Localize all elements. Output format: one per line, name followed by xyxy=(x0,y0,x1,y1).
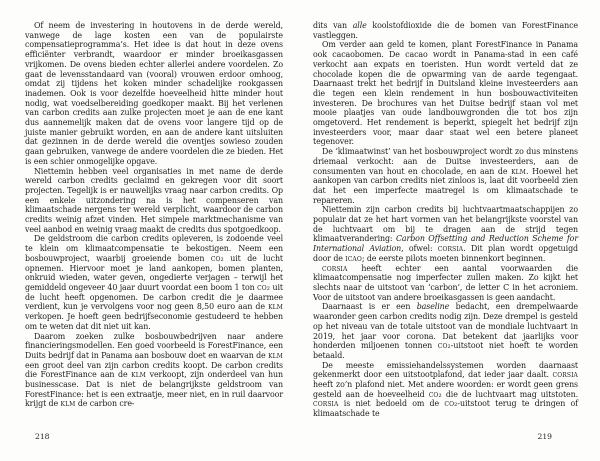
paragraph xyxy=(313,361,578,419)
smallcaps-text-segment: co₂ xyxy=(210,253,224,263)
text-segment: koolstofdioxide die de bomen van ForestFinance vastleggen. xyxy=(313,21,578,40)
text-segment: Niettemin zijn carbon credits bij luchtvaartmaatschappijen zo populair dat ze het hart vormen van het belangrijkste voorstel van de luchtvaart om bij te dragen aan de strijd tegen klimaatverandering: xyxy=(313,205,578,244)
smallcaps-text-segment: corsia xyxy=(313,399,339,409)
text-segment: de carbon cre- xyxy=(75,399,135,409)
smallcaps-text-segment: icao xyxy=(345,253,362,263)
text-segment: uit de lucht heeft opgenomen. De carbon credit die je daarmee verdient, kun je vervolgens voor nog geen 8,50 euro aan de xyxy=(25,282,284,312)
italic-text-segment: baseline xyxy=(416,302,450,312)
paragraph xyxy=(25,332,283,410)
smallcaps-text-segment: klm xyxy=(131,370,147,380)
paragraph xyxy=(25,21,283,167)
smallcaps-text-segment: co₂ xyxy=(428,389,442,399)
text-segment: , ofwel: xyxy=(401,244,438,254)
text-segment: ; de eerste pilots moeten binnenkort beginnen. xyxy=(361,253,546,263)
smallcaps-text-segment: corsia xyxy=(552,370,578,380)
page-number-left: 218 xyxy=(35,432,50,441)
smallcaps-text-segment: corsia xyxy=(437,244,464,254)
page-right-text-column xyxy=(313,21,578,419)
italic-text-segment: alle xyxy=(352,21,367,30)
text-segment: die de luchtvaart mag uitstoten. xyxy=(441,389,578,399)
text-segment: een groot deel van zijn carbon credits koopt. De carbon credits die ForestFinance aan de xyxy=(25,360,283,380)
smallcaps-text-segment: klm xyxy=(268,350,283,360)
smallcaps-text-segment: co₂ xyxy=(437,341,451,351)
text-segment: . Dit plan wordt opgetuigd door de xyxy=(313,244,578,263)
smallcaps-text-segment: co₂ xyxy=(257,282,271,292)
page-right xyxy=(300,0,600,461)
text-segment: heeft zo’n plafond niet. Met andere woorden: er wordt geen grens gesteld aan de hoeveelheid xyxy=(313,380,578,399)
smallcaps-text-segment: klm xyxy=(268,302,283,312)
text-segment: is niet bedoeld om de xyxy=(338,399,445,409)
paragraph xyxy=(313,205,578,263)
text-segment: De meeste emissiehandelssystemen worden daarnaast gekenmerkt door een uitstootplafond, dat ieder jaar daalt. xyxy=(313,360,578,380)
text-segment: Niettemin hebben veel organisaties in met name de derde wereld carbon credits geclaimd en gekregen voor dit soort projecten. Tegelijk is er nauwelijks vraag naar carbon credits. Op een enkele uitzondering na is het compenseren van klimaatschade nergens ter wereld verplicht, waardoor de carbon credits weinig afzet vinden. Het simpele marktmechanisme van veel aanbod en weinig vraag maakt de credits dus spotgoedkoop. xyxy=(25,166,283,234)
smallcaps-text-segment: klm xyxy=(60,399,76,409)
text-segment: . Hoewel het aankopen van carbon credits niet zinloos is, laat dit voorbeeld zien dat het een imperfecte maatregel is om klimaatschade te repareren. xyxy=(313,166,579,205)
text-segment: verkopen. Je hoeft geen bedrijfseconomie gestudeerd te hebben om te weten dat dit niet uit kan. xyxy=(25,312,283,331)
text-segment: De geldstroom die carbon credits opleveren, is zodoende veel te klein om klimaatcompensatie te bekostigen. Neem een bosbouwproject, waarbij groeiende bomen xyxy=(25,234,283,263)
text-segment: heeft echter een aantal voorwaarden die klimaatcompensatie nog imperfecter zullen maken. Zo kijkt het slechts naar de uitstoot van ‘carbon’, de letter C in het acroniem. Voor de uitstoot van andere broeikasgassen is geen aandacht. xyxy=(313,263,578,302)
text-segment: uit de lucht opnemen. Hiervoor moet je land aankopen, bomen planten, onkruid wieden, water geven, ongedierte verjagen – terwijl het gemiddeld ongeveer 40 jaar duurt voordat een boom 1 ton xyxy=(25,253,283,292)
text-segment: Daarnaast is er een xyxy=(322,302,417,312)
paragraph xyxy=(313,40,578,147)
text-segment: bedacht, een drempelwaarde waaronder geen carbon credits nodig zijn. Deze drempel is gesteld op het niveau van de totale uitstoot van de mondiale luchtvaart in 2019, het jaar voor corona. Dat betekent dat jaarlijks voor honderden miljoenen tonnen xyxy=(313,302,579,351)
text-segment: Daarom zoeken zulke bosbouwbedrijven naar andere financieringsmodellen. Een goed voorbeeld is ForestFinance, een Duits bedrijf dat in Panama aan bosbouw doet en waarvan de xyxy=(25,331,283,360)
paragraph xyxy=(313,302,578,360)
text-segment: De ‘klimaatwinst’ van het bosbouwproject wordt zo dus minstens driemaal verkocht: aan de Duitse investeerders, aan de consumenten van hout en chocolade, en aan de xyxy=(313,147,578,176)
smallcaps-text-segment: co₂ xyxy=(444,399,458,409)
smallcaps-text-segment: corsia xyxy=(322,263,348,273)
paragraph xyxy=(313,147,578,205)
text-segment: Om verder aan geld te komen, plant ForestFinance in Panama ook cacaobomen. De cacao wordt in Panama-stad in een café verkocht aan expats en toeristen. Hun wordt verteld dat ze chocolade kopen die de opwarming van de aarde tegengaat. Daarnaast trekt het bedrijf in Duitsland kleine investeerders aan die tegen een klein rendement in hun bosbouwactiviteiten investeren. De brochures van het Duitse bedrijf staan vol met mooie plaatjes van oude landbouwgronden die tot bos zijn omgetoverd. Het rendement is beperkt, spiegelt het bedrijf zijn investeerders voor, maar daar staat wel een betere planeet tegenover. xyxy=(313,40,578,147)
text-segment: Of neem de investering in houtovens in de derde wereld, vanwege de lage kosten een van de populairste compensatieprogramma’s. Het idee is dat hout in deze ovens efficiënter verbrandt, waardoor er minder broeikasgassen vrijkomen. De ovens bieden echter allerlei andere voordelen. Zo gaat de levensstandaard van (vooral) vrouwen erdoor omhoog, omdat zij tijdens het koken minder schadelijke rookgassen inademen. Ook is voor dezelfde hoeveelheid hitte minder hout nodig, wat voedselbereiding goedkoper maakt. Bij het verlenen van carbon credits aan zulke projecten moet je aan de ene kant dus aannemelijk maken dat de ovens voor langere tijd op de juiste manier gebruikt worden, en aan de andere kant uitsluiten dat gezinnen in de derde wereld die oventjes sowieso zouden gaan gebruiken, vanwege de andere voordelen die ze bieden. Het is een schier onmogelijke opgave. xyxy=(25,21,283,166)
paragraph xyxy=(25,234,283,331)
text-segment: -uitstoot terug te dringen of klimaatschade te xyxy=(313,399,578,419)
italic-text-segment: Carbon Offsetting and Reduction Scheme for International Aviation xyxy=(313,234,578,254)
paragraph xyxy=(313,21,578,40)
page-number-right: 219 xyxy=(537,432,552,441)
paragraph xyxy=(25,167,283,235)
paragraph xyxy=(313,264,578,303)
text-segment: verkoopt, zijn onderdeel van hun businesscase. Dat is niet de belangrijkste geldstroom van ForestFinance: het is een extraatje, meer niet, en in ruil daarvoor krijgt de xyxy=(25,370,283,409)
text-segment: -uitstoot niet hoeft te worden betaald. xyxy=(313,341,578,360)
smallcaps-text-segment: klm xyxy=(511,166,526,176)
text-segment: dits van xyxy=(313,21,353,30)
page-left-text-column xyxy=(25,21,283,409)
